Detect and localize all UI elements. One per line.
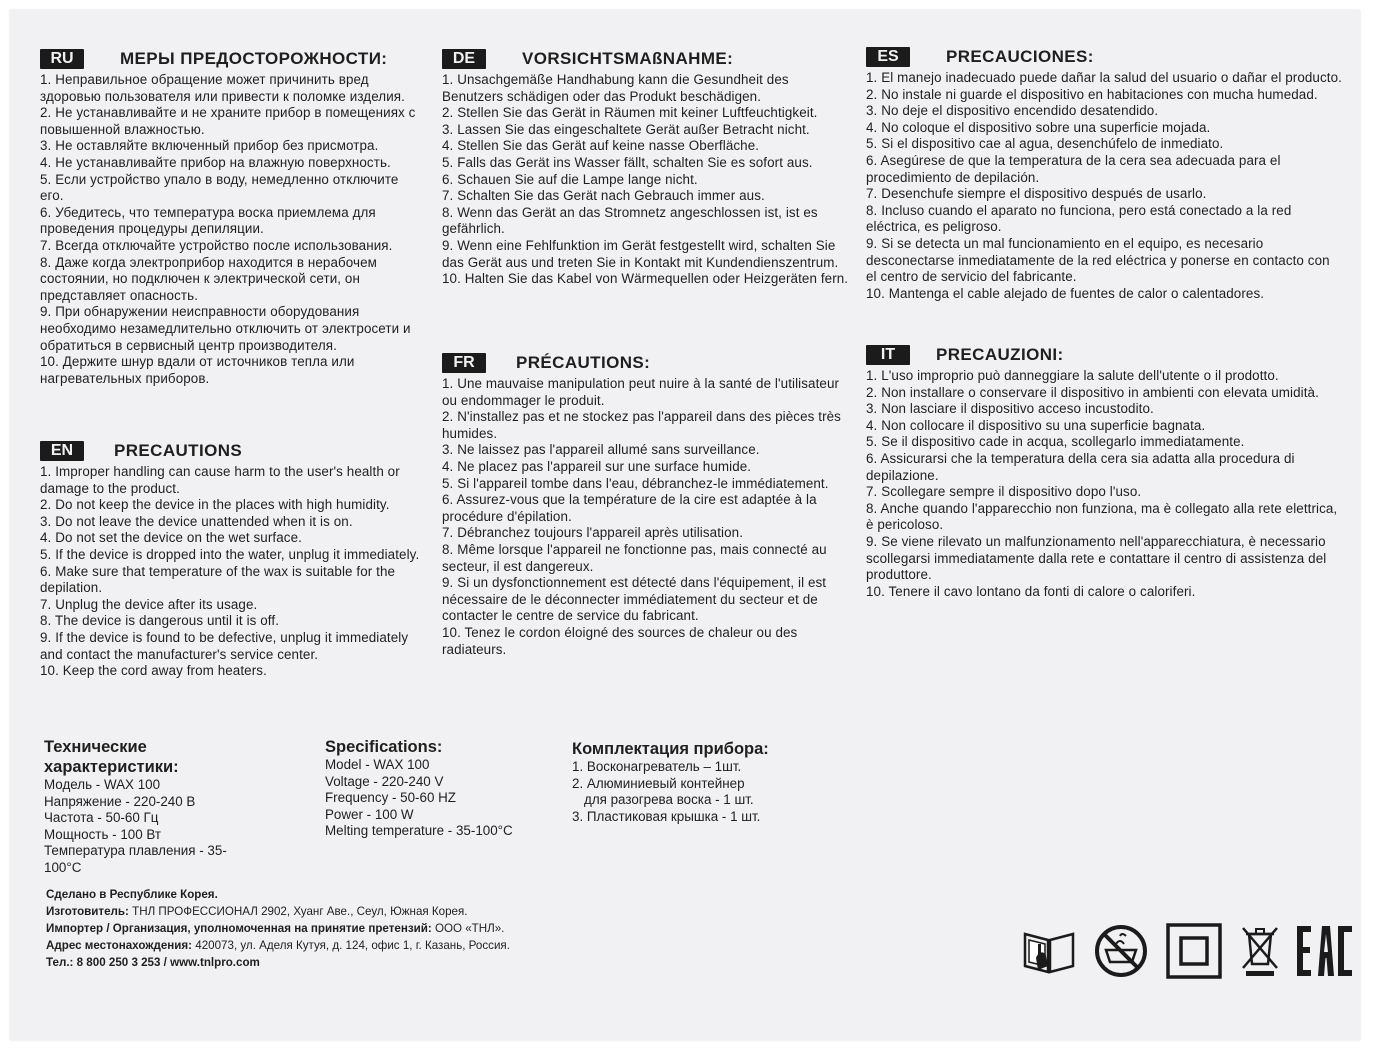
list-item: 2. Не устанавливайте и не храните прибор в помещениях с повышенной влажностью.: [40, 105, 416, 137]
package-list: [572, 759, 832, 825]
phone-line: Тел.: 8 800 250 3 253 / www.tnlpro.com: [46, 956, 260, 969]
section-ru: [40, 48, 425, 387]
list-item: 1. Воскoнагреватель – 1шт.: [572, 759, 742, 774]
section-header: [40, 48, 425, 70]
list-item: Мощность - 100 Вт: [44, 826, 161, 842]
made-in: Сделано в Республике Корея.: [46, 888, 218, 901]
list-item: 7. Всегда отключайте устройство после использования.: [40, 237, 393, 253]
list-item: 4. Do not set the device on the wet surface.: [40, 530, 302, 546]
list-item: 9. Si un dysfonctionnement est détecté dans l'équipement, il est nécessaire de le déconnecter immédiatement du secteur et de contacter le centre de service du fabricant.: [442, 575, 827, 624]
section-en: [40, 440, 425, 680]
list-item: 5. Si el dispositivo cae al agua, desenchúfelo de inmediato.: [866, 136, 1224, 152]
section-es: [866, 46, 1344, 302]
language-badge: IT: [866, 345, 910, 365]
list-item: 2. No instale ni guarde el dispositivo en habitaciones con mucha humedad.: [866, 86, 1318, 102]
list-item: 3. Non lasciare il dispositivo acceso incustodito.: [866, 401, 1154, 417]
list-item: 3. Ne laissez pas l'appareil allumé sans surveillance.: [442, 442, 760, 458]
list-item: 8. Incluso cuando el aparato no funciona, pero está conectado a la red eléctrica, es peligroso.: [866, 202, 1292, 235]
list-item: 4. Stellen Sie das Gerät auf keine nasse Oberfläche.: [442, 138, 760, 154]
certification-marks: [1022, 922, 1354, 985]
precaution-list: [40, 72, 425, 387]
specs-title: Технические характеристики:: [44, 738, 179, 776]
list-item: 7. Desenchufe siempre el dispositivo después de usarlo.: [866, 186, 1207, 202]
list-item: 2. Non installare o conservare il dispositivo in ambienti con elevata umidità.: [866, 384, 1319, 400]
list-item: 5. If the device is dropped into the water, unplug it immediately.: [40, 546, 420, 562]
list-item: Температура плавления - 35-100°C: [44, 843, 227, 875]
list-item: 4. No coloque el dispositivo sobre una superficie mojada.: [866, 119, 1211, 135]
list-item: 1. Неправильное обращение может причинить вред здоровью пользователя или привести к поломке изделия.: [40, 72, 405, 104]
list-item: 6. Assurez-vous que la température de la cire est adaptée à la procédure d'épilation.: [442, 492, 817, 524]
section-title: МЕРЫ ПРЕДОСТОРОЖНОСТИ:: [120, 49, 388, 68]
list-item: Power - 100 W: [325, 806, 414, 822]
list-item: 9. Se viene rilevato un malfunzionamento nell'apparecchiatura, è necessario scollegarsi immediatamente dalla rete e contattare il centro di assistenza del produttore.: [866, 533, 1327, 583]
list-item: 8. The device is dangerous until it is off.: [40, 613, 280, 629]
list-item: 2. Алюминиевый контейнер: [572, 775, 745, 791]
section-title: VORSICHTSMAßNAHME:: [522, 49, 734, 68]
section-it: [866, 344, 1346, 600]
precaution-list: [442, 376, 844, 658]
section-header: [40, 440, 425, 462]
importer-line: Импортер / Организация, уполномоченная на принятие претензий: ООО «ТНЛ».: [46, 922, 505, 935]
section-header: [866, 344, 1346, 366]
list-item: 8. Даже когда электроприбор находится в нерабочем состоянии, но подключен к электрической сети, он представляет опасность.: [40, 254, 377, 303]
section-de: [442, 48, 850, 288]
list-item: 6. Asegúrese de que la temperatura de la cera sea adecuada para el procedimiento de depilación.: [866, 152, 1281, 185]
list-item: 6. Schauen Sie auf die Lampe lange nicht.: [442, 171, 698, 187]
list-item: Frequency - 50-60 HZ: [325, 790, 456, 806]
list-item: 6. Assicurarsi che la temperatura della cera sia adatta alla procedura di depilazione.: [866, 450, 1295, 483]
specs-title: Specifications:: [325, 738, 443, 756]
list-item: 4. Не устанавливайте прибор на влажную поверхность.: [40, 154, 391, 170]
precaution-list: [40, 464, 425, 680]
list-item: 9. При обнаружении неисправности оборудования необходимо незамедлительно отключить от электросети и обратиться в сервисный центр производителя.: [40, 304, 411, 353]
language-badge: EN: [40, 441, 84, 461]
list-item: 3. Do not leave the device unattended when it is on.: [40, 513, 353, 529]
list-item: 1. Unsachgemäße Handhabung kann die Gesundheit des Benutzers schädigen oder das Produkt beschädigen.: [442, 72, 789, 104]
weee-bin-icon: [1240, 924, 1280, 983]
list-item: 9. Si se detecta un mal funcionamiento en el equipo, es necesario desconectarse inmediatamente de la red eléctrica y ponerse en contacto con el centro de servicio del fabricante.: [866, 235, 1330, 285]
list-item: 1. Une mauvaise manipulation peut nuire à la santé de l'utilisateur ou endommager le produit.: [442, 376, 840, 408]
language-badge: ES: [866, 47, 910, 67]
manufacturer-line: Изготовитель: ТНЛ ПРОФЕССИОНАЛ 2902, Хуанг Аве., Сеул, Южная Корея.: [46, 905, 468, 918]
package-title: Комплектация прибора:: [572, 740, 769, 758]
list-item: 2. N'installez pas et ne stockez pas l'appareil dans des pièces très humides.: [442, 409, 841, 441]
specs-ru: [44, 737, 244, 877]
list-item: 5. Falls das Gerät ins Wasser fällt, schalten Sie es sofort aus.: [442, 154, 813, 170]
list-item: 10. Keep the cord away from heaters.: [40, 663, 267, 679]
list-item: 5. Если устройство упало в воду, немедленно отключите его.: [40, 171, 399, 204]
package-contents: [572, 739, 832, 825]
list-item: Voltage - 220-240 V: [325, 773, 444, 789]
section-fr: [442, 352, 844, 658]
instruction-sheet: [10, 10, 1360, 1040]
list-item: 8. Même lorsque l'appareil ne fonctionne pas, mais connecté au secteur, il est dangereux.: [442, 541, 827, 574]
list-item: Model - WAX 100: [325, 757, 430, 772]
list-item: 10. Tenez le cordon éloigné des sources de chaleur ou des radiateurs.: [442, 624, 798, 657]
language-badge: FR: [442, 353, 486, 373]
list-item: 9. If the device is found to be defective, unplug it immediately and contact the manufacturer's service center.: [40, 629, 409, 662]
section-title: PRECAUTIONS: [114, 441, 243, 460]
list-item: 3. Lassen Sie das eingeschaltete Gerät außer Betracht nicht.: [442, 121, 810, 137]
eac-mark: [1294, 922, 1354, 985]
list-item: Частота - 50-60 Гц: [44, 810, 159, 826]
list-item: 2. Do not keep the device in the places with high humidity.: [40, 497, 390, 513]
list-item: 10. Держите шнур вдали от источников тепла или нагревательных приборов.: [40, 354, 355, 386]
list-item: 1. Improper handling can cause harm to the user's health or damage to the product.: [40, 464, 400, 496]
section-title: PRÉCAUTIONS:: [516, 353, 651, 372]
read-manual-icon: [1022, 926, 1076, 981]
list-item: Melting temperature - 35-100°C: [325, 823, 513, 839]
list-item: для разогрева воска - 1 шт.: [584, 792, 754, 808]
list-item: 8. Anche quando l'apparecchio non funziona, ma è collegato alla rete elettrica, è pericoloso.: [866, 500, 1338, 533]
list-item: 4. Non collocare il dispositivo su una superficie bagnata.: [866, 417, 1206, 433]
list-item: 6. Make sure that temperature of the wax is suitable for the depilation.: [40, 563, 396, 596]
precaution-list: [442, 72, 850, 288]
double-insulation-icon: [1166, 923, 1222, 984]
section-header: [442, 48, 850, 70]
specs-list: [44, 777, 244, 877]
list-item: 10. Mantenga el cable alejado de fuentes de calor o calentadores.: [866, 285, 1265, 301]
list-item: 1. El manejo inadecuado puede dañar la salud del usuario o dañar el producto.: [866, 70, 1342, 85]
list-item: Напряжение - 220-240 В: [44, 793, 196, 809]
no-bath-icon: [1094, 924, 1148, 983]
list-item: 3. No deje el dispositivo encendido desatendido.: [866, 103, 1159, 119]
section-title: PRECAUCIONES:: [946, 47, 1094, 66]
list-item: 3. Пластиковая крышка - 1 шт.: [572, 808, 761, 824]
list-item: 7. Débranchez toujours l'appareil après utilisation.: [442, 525, 744, 541]
language-badge: RU: [40, 49, 84, 69]
list-item: 6. Убедитесь, что температура воска приемлема для проведения процедуры депиляции.: [40, 204, 376, 237]
section-title: PRECAUZIONI:: [936, 345, 1064, 364]
list-item: 5. Se il dispositivo cade in acqua, scollegarlo immediatamente.: [866, 434, 1245, 450]
precaution-list: [866, 70, 1344, 302]
specs-en: [325, 737, 555, 840]
section-header: [442, 352, 844, 374]
list-item: 7. Scollegare sempre il dispositivo dopo l'uso.: [866, 484, 1142, 500]
list-item: 7. Schalten Sie das Gerät nach Gebrauch immer aus.: [442, 188, 765, 204]
specs-list: [325, 757, 555, 840]
section-header: [866, 46, 1344, 68]
list-item: Модель - WAX 100: [44, 777, 161, 792]
manufacturer-info: [46, 886, 510, 971]
language-badge: DE: [442, 49, 486, 69]
list-item: 10. Halten Sie das Kabel von Wärmequellen oder Heizgeräten fern.: [442, 271, 849, 287]
list-item: 10. Tenere il cavo lontano da fonti di calore o caloriferi.: [866, 583, 1196, 599]
list-item: 7. Unplug the device after its usage.: [40, 596, 258, 612]
list-item: 5. Si l'appareil tombe dans l'eau, débranchez-le immédiatement.: [442, 475, 829, 491]
list-item: 2. Stellen Sie das Gerät in Räumen mit keiner Luftfeuchtigkeit.: [442, 105, 818, 121]
address-line: Адрес местонахождения: 420073, ул. Аделя Кутуя, д. 124, офис 1, г. Казань, Россия.: [46, 939, 510, 952]
precaution-list: [866, 368, 1346, 600]
list-item: 3. Не оставляйте включенный прибор без присмотра.: [40, 138, 379, 154]
list-item: 8. Wenn das Gerät an das Stromnetz angeschlossen ist, ist es gefährlich.: [442, 204, 818, 237]
list-item: 1. L'uso improprio può danneggiare la salute dell'utente o il prodotto.: [866, 368, 1279, 383]
list-item: 9. Wenn eine Fehlfunktion im Gerät festgestellt wird, schalten Sie das Gerät aus und treten Sie in Kontakt mit Kundendienszentrum.: [442, 237, 839, 270]
list-item: 4. Ne placez pas l'appareil sur une surface humide.: [442, 458, 752, 474]
